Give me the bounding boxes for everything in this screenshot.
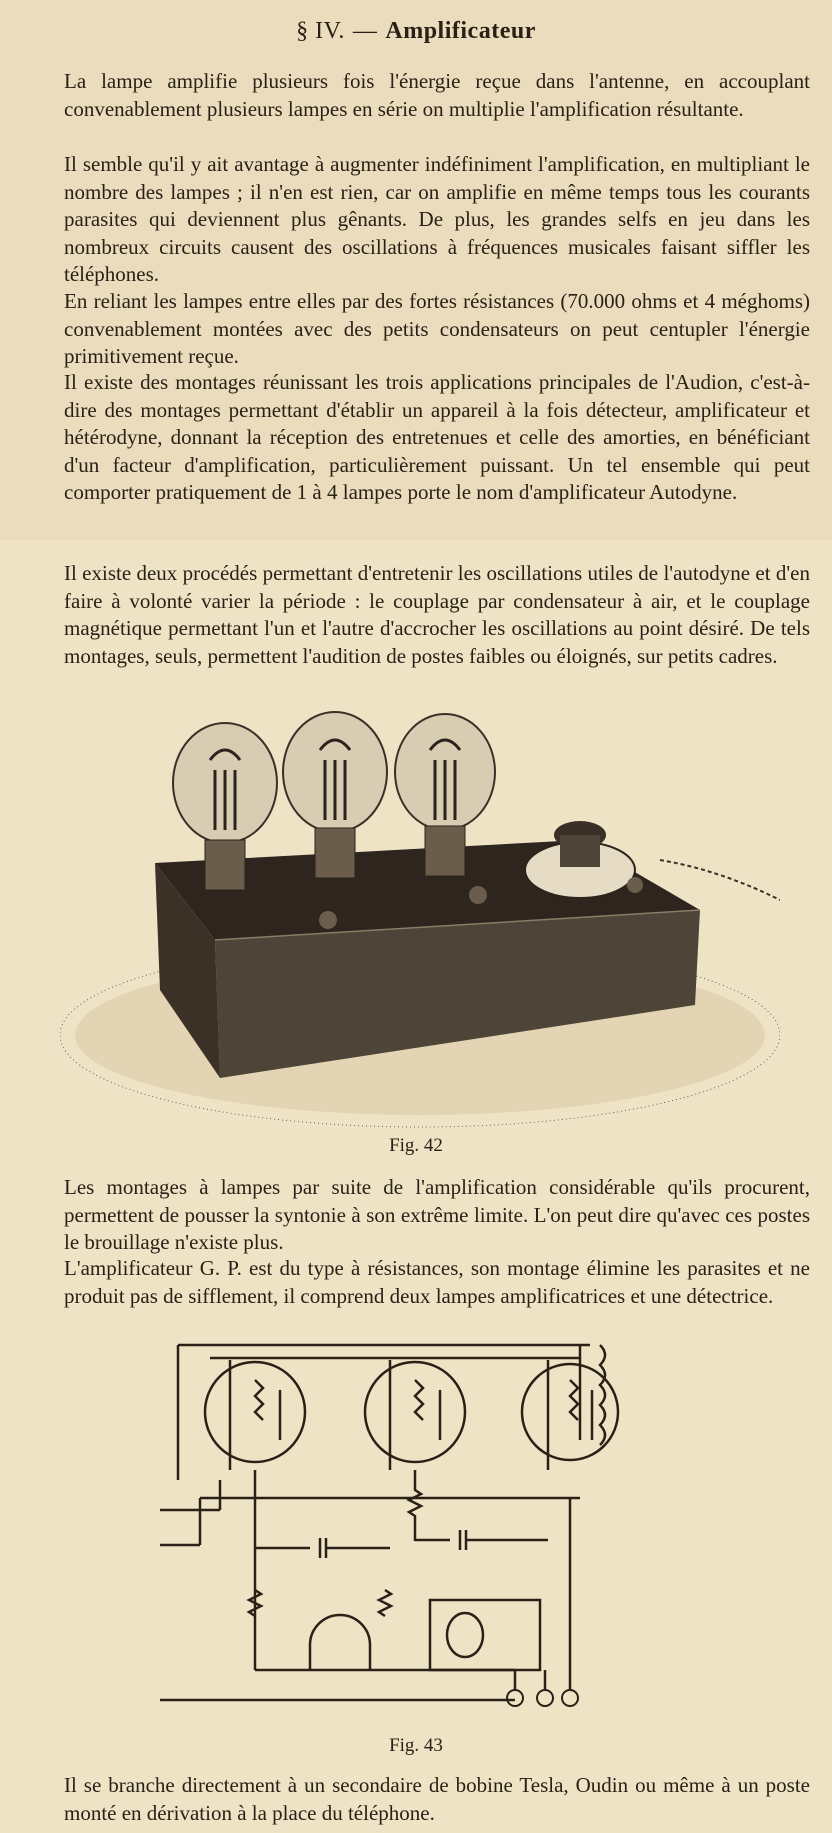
- terminal-3: [562, 1690, 578, 1706]
- heading-dash: —: [352, 18, 378, 44]
- circuit-diagram: [160, 1340, 680, 1740]
- paragraph-7: L'amplificateur G. P. est du type à résistances, son montage élimine les parasites et ne produit pas de sifflement, il comprend deux lampes amplificatrices et une détectrice.: [64, 1256, 810, 1308]
- section-number: § IV.: [296, 18, 345, 44]
- figure-42-caption: Fig. 42: [389, 1135, 443, 1156]
- paragraph-2: Il semble qu'il y ait avantage à augmenter indéfiniment l'amplification, en multipliant le nombre des lampes ; il n'en est rien, car on amplifie en même temps tous les courants parasites qui deviennent plus gênants. De plus, les grandes selfs en jeu dans les nombreux circuits causent des oscillations à fréquences musicales faisant siffler les téléphones.: [64, 152, 810, 286]
- terminal-2: [537, 1690, 553, 1706]
- paragraph-5: Il existe deux procédés permettant d'entretenir les oscillations utiles de l'autodyne et d'en faire à volonté varier la période : le couplage par condensateur à air, et le couplage magnétique permettant l'un et l'autre d'accrocher les oscillations au point désiré. De tels montages, seuls, permettent l'audition de postes faibles ou éloignés, sur petits cadres.: [64, 561, 810, 668]
- paragraph-3: En reliant les lampes entre elles par des fortes résistances (70.000 ohms et 4 méghoms) convenablement montées avec des petits condensateurs on peut centupler l'énergie primitivement reçue.: [64, 289, 810, 368]
- tuning-dial: [525, 821, 635, 898]
- inductor-coil: [600, 1345, 605, 1445]
- tube-3-symbol: [522, 1360, 618, 1470]
- paragraph-6: Les montages à lampes par suite de l'amplification considérable qu'ils procurent, permettent de pousser la syntonie à son extrême limite. L'on peut dire qu'avec ces postes le brouillage n'existe plus.: [64, 1175, 810, 1254]
- terminal-1: [507, 1690, 523, 1706]
- tube-2-symbol: [365, 1360, 465, 1470]
- paragraph-4: Il existe des montages réunissant les trois applications principales de l'Audion, c'est-à-dire des montages permettant d'établir un appareil à la fois détecteur, amplificateur et hétérodyne, donnant la réception des entretenues et celle des amorties, en bénéficiant d'un facteur d'amplification, particulièrement puissant. Un tel ensemble qui peut comporter pratiquement de 1 à 4 lampes porte le nom d'amplificateur Autodyne.: [64, 370, 810, 504]
- amplifier-photo-illustration: [60, 700, 780, 1130]
- section-title: Amplificateur: [385, 18, 536, 44]
- paragraph-8: Il se branche directement à un secondaire de bobine Tesla, Oudin ou même à un poste monté en dérivation à la place du téléphone.: [64, 1773, 810, 1825]
- paragraph-1: La lampe amplifie plusieurs fois l'énergie reçue dans l'antenne, en accouplant convenablement plusieurs lampes en série on multiplie l'amplification résultante.: [64, 69, 810, 121]
- figure-43-caption: Fig. 43: [389, 1735, 443, 1756]
- tube-1-symbol: [205, 1360, 305, 1470]
- section-heading: [0, 18, 832, 45]
